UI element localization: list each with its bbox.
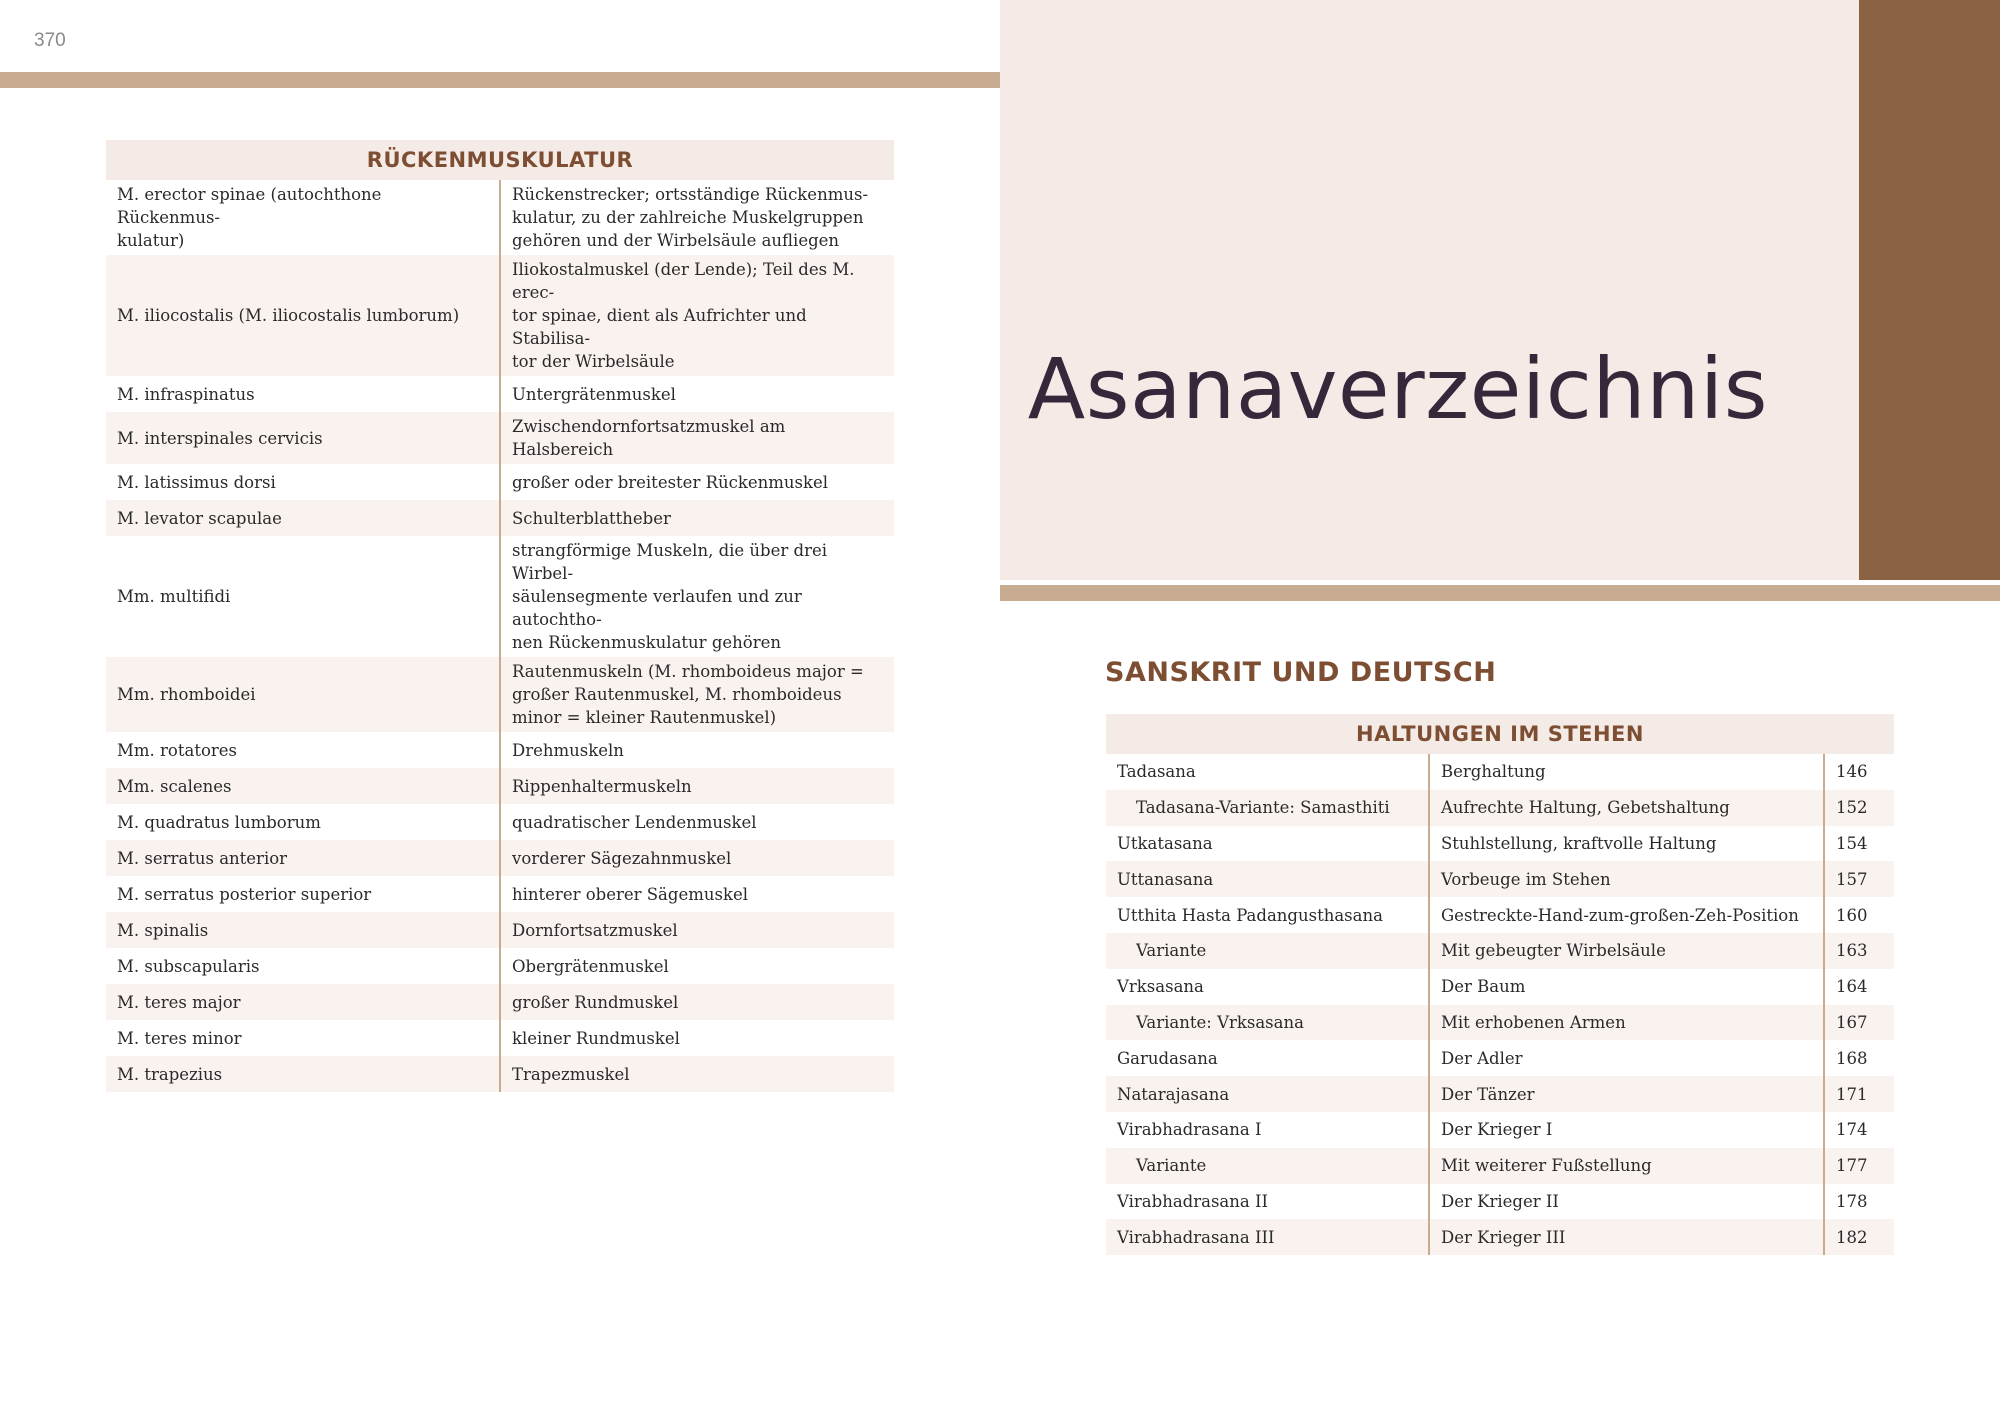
table-row <box>106 804 894 840</box>
muscle-german-name: Schulterblattheber <box>500 500 894 536</box>
table-row <box>106 464 894 500</box>
table-row <box>106 1020 894 1056</box>
muscle-latin-name: M. spinalis <box>106 912 500 948</box>
asana-page-number: 174 <box>1836 1120 1868 1140</box>
asana-sanskrit-name: Utkatasana <box>1106 826 1429 862</box>
table-row <box>106 876 894 912</box>
muscle-latin-name: M. teres minor <box>106 1020 500 1056</box>
table-row <box>106 536 894 657</box>
title-accent-stripe <box>1859 0 2000 580</box>
muscle-latin-name: M. latissimus dorsi <box>106 464 500 500</box>
asana-page-number: 146 <box>1836 762 1868 782</box>
asana-sanskrit-name: Variante: Vrksasana <box>1106 1005 1429 1041</box>
table-row <box>1106 1040 1894 1076</box>
asana-german-name: Der Krieger I <box>1429 1112 1824 1148</box>
table-row <box>106 180 894 255</box>
asana-page-number: 167 <box>1824 1005 1894 1041</box>
muscle-table <box>106 140 894 1092</box>
muscle-latin-name: M. quadratus lumborum <box>106 804 500 840</box>
asana-page-number: 178 <box>1836 1191 1868 1211</box>
table-row <box>106 984 894 1020</box>
asana-sanskrit-name: Natarajasana <box>1106 1076 1429 1112</box>
muscle-latin-name: M. teres major <box>106 984 500 1020</box>
asana-german-name: Mit erhobenen Armen <box>1429 1005 1824 1041</box>
muscle-latin-name: M. subscapularis <box>106 948 500 984</box>
table-row <box>1106 969 1894 1005</box>
asana-page-number: 163 <box>1824 933 1894 969</box>
table-row <box>1106 826 1894 862</box>
asana-page-number: 168 <box>1836 1048 1868 1068</box>
muscle-latin-name: M. serratus posterior superior <box>106 876 500 912</box>
muscle-german-name: Rautenmuskeln (M. rhomboideus major = großer Rautenmuskel, M. rhomboideus minor = kleiner Rautenmuskel) <box>500 657 894 732</box>
muscle-german-name: Rückenstrecker; ortsständige Rückenmus- kulatur, zu der zahlreiche Muskelgruppen gehören und der Wirbelsäule aufliegen <box>512 185 869 250</box>
table-row <box>1106 861 1894 897</box>
asana-german-name: Der Krieger II <box>1429 1184 1824 1220</box>
table-row <box>1106 790 1894 826</box>
table-row <box>106 948 894 984</box>
muscle-german-name: großer Rundmuskel <box>500 984 894 1020</box>
table-row <box>1106 1219 1894 1255</box>
asana-sanskrit-name: Garudasana <box>1106 1040 1429 1076</box>
asana-page-number: 182 <box>1824 1219 1894 1255</box>
table-row <box>1106 1112 1894 1148</box>
section-heading: SANSKRIT UND DEUTSCH <box>1105 657 1497 688</box>
asana-page-number: 157 <box>1824 861 1894 897</box>
asana-sanskrit-name: Virabhadrasana II <box>1106 1184 1429 1220</box>
asana-german-name: Der Baum <box>1429 969 1824 1005</box>
page-number: 370 <box>34 30 66 51</box>
table-row <box>1106 1148 1894 1184</box>
muscle-german-name: Zwischendornfortsatzmuskel am Halsbereich <box>500 412 894 464</box>
table-row <box>1106 754 1894 790</box>
asana-german-name: Mit gebeugter Wirbelsäule <box>1429 933 1824 969</box>
muscle-german-name: Rippenhaltermuskeln <box>500 768 894 804</box>
asana-sanskrit-name: Variante <box>1106 1148 1429 1184</box>
asana-german-name: Stuhlstellung, kraftvolle Haltung <box>1429 826 1824 862</box>
table-row <box>106 732 894 768</box>
muscle-german-name: Obergrätenmuskel <box>512 956 669 976</box>
muscle-latin-name: M. iliocostalis (M. iliocostalis lumborum) <box>106 255 500 376</box>
muscle-latin-name: M. erector spinae (autochthone Rückenmus- kulatur) <box>106 180 500 255</box>
asana-german-name: Berghaltung <box>1429 754 1824 790</box>
muscle-latin-name: M. serratus anterior <box>106 840 500 876</box>
muscle-german-name: Dornfortsatzmuskel <box>500 912 894 948</box>
asana-sanskrit-name: Tadasana <box>1106 754 1429 790</box>
asana-sanskrit-name: Virabhadrasana I <box>1106 1112 1429 1148</box>
asana-sanskrit-name: Vrksasana <box>1106 969 1429 1005</box>
table-row <box>1106 1005 1894 1041</box>
muscle-table-header: RÜCKENMUSKULATUR <box>106 140 894 180</box>
muscle-latin-name: M. infraspinatus <box>106 376 500 412</box>
table-row <box>1106 933 1894 969</box>
asana-sanskrit-name: Virabhadrasana III <box>1106 1219 1429 1255</box>
muscle-latin-name: Mm. scalenes <box>106 768 500 804</box>
asana-page-number: 177 <box>1824 1148 1894 1184</box>
asana-sanskrit-name: Uttanasana <box>1106 861 1429 897</box>
muscle-german-name: Untergrätenmuskel <box>512 384 676 404</box>
right-divider-bar <box>1000 585 2000 601</box>
muscle-german-name: vorderer Sägezahnmuskel <box>500 840 894 876</box>
muscle-german-name: Iliokostalmuskel (der Lende); Teil des M. erec- tor spinae, dient als Aufrichter und Stabilisa- tor der Wirbelsäule <box>500 255 894 376</box>
table-row <box>106 1056 894 1092</box>
table-row <box>106 412 894 464</box>
table-row <box>106 500 894 536</box>
asana-german-name: Aufrechte Haltung, Gebetshaltung <box>1429 790 1824 826</box>
asana-german-name: Der Adler <box>1429 1040 1824 1076</box>
asana-table-header: HALTUNGEN IM STEHEN <box>1106 714 1894 754</box>
asana-sanskrit-name: Variante <box>1106 933 1429 969</box>
muscle-latin-name: Mm. rhomboidei <box>106 657 500 732</box>
title-panel <box>1000 0 2000 580</box>
table-row <box>106 657 894 732</box>
muscle-german-name: hinterer oberer Sägemuskel <box>512 884 749 904</box>
asana-sanskrit-name: Tadasana-Variante: Samasthiti <box>1106 790 1429 826</box>
asana-page-number: 152 <box>1824 790 1894 826</box>
muscle-german-name: quadratischer Lendenmuskel <box>512 812 757 832</box>
table-row <box>106 376 894 412</box>
left-header-bar <box>0 72 1000 88</box>
muscle-german-name: Drehmuskeln <box>512 740 624 760</box>
table-row <box>1106 1184 1894 1220</box>
table-row <box>106 912 894 948</box>
muscle-latin-name: Mm. multifidi <box>106 536 500 657</box>
asana-table-body <box>1106 754 1894 1255</box>
table-row <box>106 840 894 876</box>
muscle-latin-name: M. interspinales cervicis <box>106 412 500 464</box>
asana-german-name: Der Tänzer <box>1429 1076 1824 1112</box>
muscle-latin-name: Mm. rotatores <box>106 732 500 768</box>
muscle-german-name: strangförmige Muskeln, die über drei Wirbel- säulensegmente verlaufen und zur autochtho- nen Rückenmuskulatur gehören <box>512 541 828 652</box>
asana-german-name: Mit weiterer Fußstellung <box>1429 1148 1824 1184</box>
page-title: Asanaverzeichnis <box>1027 340 1768 438</box>
asana-sanskrit-name: Utthita Hasta Padangusthasana <box>1106 897 1429 933</box>
muscle-german-name: kleiner Rundmuskel <box>512 1028 680 1048</box>
asana-page-number: 154 <box>1836 833 1868 853</box>
asana-page-number: 160 <box>1836 905 1868 925</box>
asana-page-number: 164 <box>1836 977 1868 997</box>
asana-german-name: Der Krieger III <box>1429 1219 1824 1255</box>
muscle-latin-name: M. levator scapulae <box>106 500 500 536</box>
muscle-german-name: Trapezmuskel <box>500 1056 894 1092</box>
muscle-german-name: großer oder breitester Rückenmuskel <box>512 472 829 492</box>
table-row <box>106 768 894 804</box>
asana-german-name: Gestreckte-Hand-zum-großen-Zeh-Position <box>1429 897 1824 933</box>
table-row <box>1106 897 1894 933</box>
asana-table <box>1106 714 1894 1255</box>
muscle-table-body <box>106 180 894 1092</box>
table-row <box>106 255 894 376</box>
asana-german-name: Vorbeuge im Stehen <box>1429 861 1824 897</box>
table-row <box>1106 1076 1894 1112</box>
asana-page-number: 171 <box>1824 1076 1894 1112</box>
muscle-latin-name: M. trapezius <box>106 1056 500 1092</box>
